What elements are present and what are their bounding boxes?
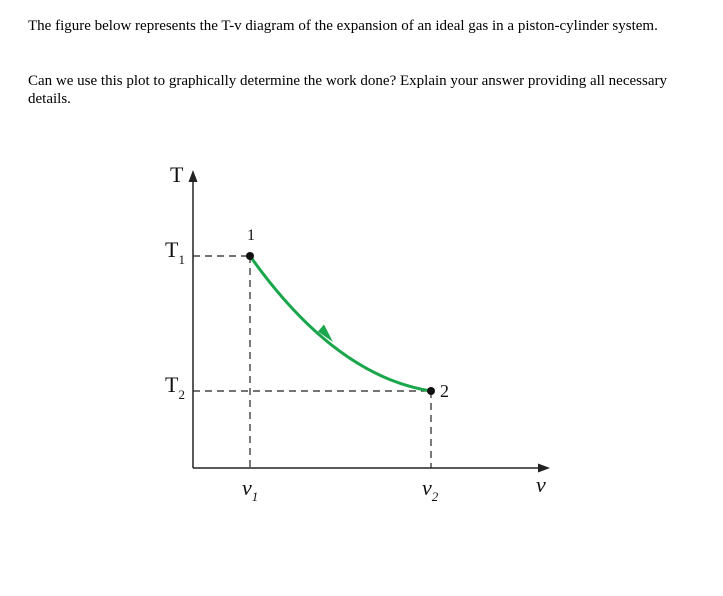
- tick-label-t1: $T_1$: [165, 237, 185, 267]
- y-axis-arrowhead: [189, 170, 198, 182]
- y-axis-label: T: [170, 162, 184, 187]
- x-axis-label: v: [536, 472, 546, 497]
- state-2-label: 2: [440, 381, 449, 401]
- state-2-point: [427, 387, 435, 395]
- tick-label-v2: $v_2$: [422, 475, 439, 504]
- tick-label-v1: $v_1$: [242, 475, 259, 504]
- process-curve: [250, 256, 431, 391]
- tv-diagram: [150, 150, 570, 520]
- question-paragraph-1: The figure below represents the T-v diagram of the expansion of an ideal gas in a piston-cylinder system.: [28, 18, 658, 34]
- question-paragraph-2: Can we use this plot to graphically determine the work done? Explain your answer providing all necessary details.: [28, 73, 667, 107]
- tick-label-t2: $T_2$: [165, 372, 185, 402]
- state-1-point: [246, 252, 254, 260]
- state-1-label: 1: [247, 227, 255, 244]
